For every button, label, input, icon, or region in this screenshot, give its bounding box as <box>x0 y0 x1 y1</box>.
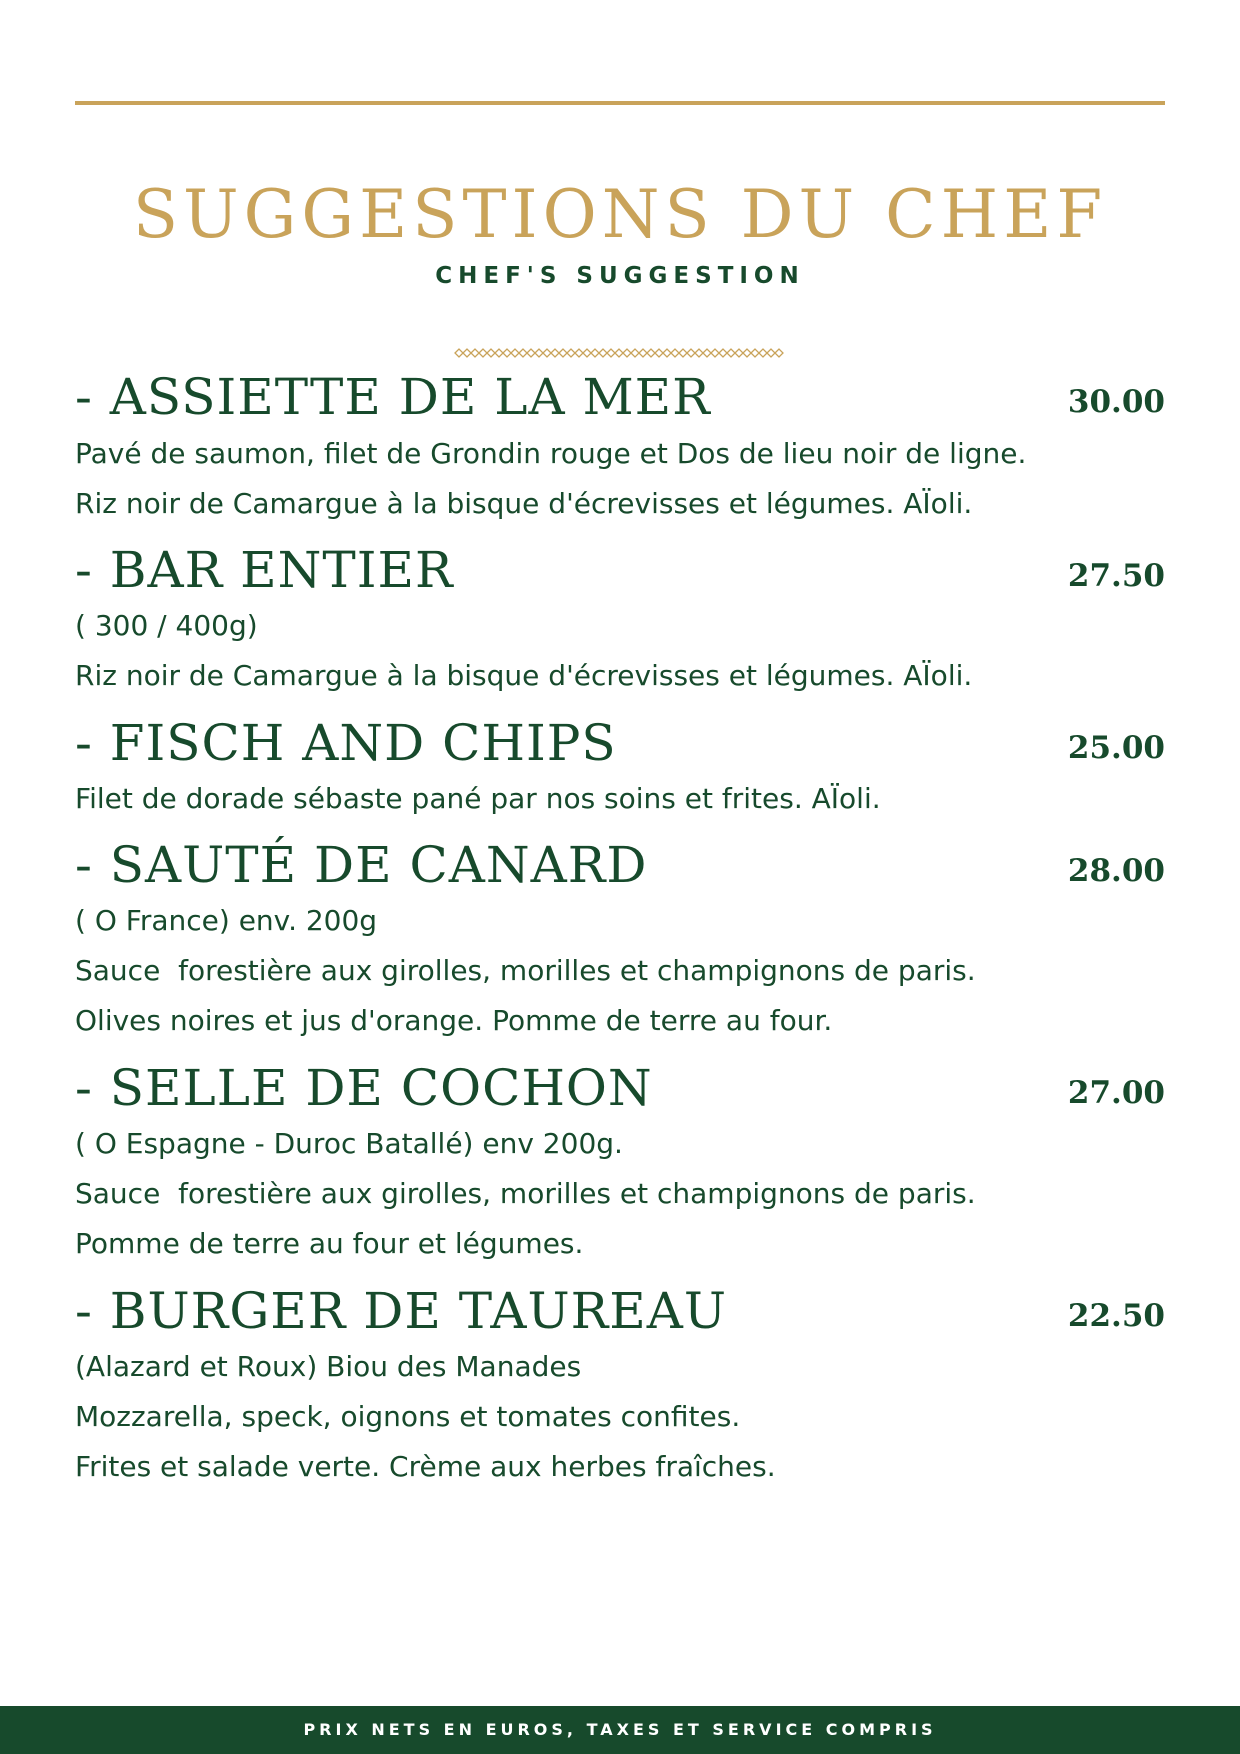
divider-diamond <box>591 349 599 357</box>
menu-item-name: - SAUTÉ DE CANARD <box>75 836 648 894</box>
divider-diamond <box>607 349 615 357</box>
menu-item-name: - FISCH AND CHIPS <box>75 714 617 772</box>
menu-item-price: 27.00 <box>1067 1075 1165 1111</box>
menu-item-description: (Alazard et Roux) Biou des Manades <box>75 1350 582 1383</box>
divider-diamond <box>719 349 727 357</box>
divider-diamond <box>735 349 743 357</box>
menu-item-description: Frites et salade verte. Crème aux herbes fraîches. <box>75 1450 776 1483</box>
menu-item-name: - SELLE DE COCHON <box>75 1059 653 1117</box>
menu-item-name: - BURGER DE TAUREAU <box>75 1282 728 1340</box>
divider-diamond <box>679 349 687 357</box>
divider-diamond <box>575 349 583 357</box>
divider-diamond <box>663 349 671 357</box>
menu-item-description: Olives noires et jus d'orange. Pomme de terre au four. <box>75 1004 833 1037</box>
menu-item-description: Pomme de terre au four et légumes. <box>75 1227 584 1260</box>
divider-diamond <box>495 349 503 357</box>
footer-note: PRIX NETS EN EUROS, TAXES ET SERVICE COMPRIS <box>303 1720 937 1739</box>
menu-item-description: Sauce forestière aux girolles, morilles et champignons de paris. <box>75 1177 976 1210</box>
menu-item-description: Pavé de saumon, filet de Grondin rouge et Dos de lieu noir de ligne. <box>75 437 1027 470</box>
divider-diamond <box>599 349 607 357</box>
ornamental-divider <box>453 346 787 360</box>
divider-diamond <box>535 349 543 357</box>
divider-diamond <box>503 349 511 357</box>
divider-diamond <box>743 349 751 357</box>
divider-diamond <box>623 349 631 357</box>
menu-item-description: ( 300 / 400g) <box>75 609 258 642</box>
menu-item-description: Riz noir de Camargue à la bisque d'écrevisses et légumes. AÏoli. <box>75 487 973 520</box>
menu-item-description: Sauce forestière aux girolles, morilles et champignons de paris. <box>75 954 976 987</box>
menu-item-description: ( O Espagne - Duroc Batallé) env 200g. <box>75 1127 623 1160</box>
divider-diamond <box>639 349 647 357</box>
divider-diamond <box>455 349 463 357</box>
menu-item-name: - ASSIETTE DE LA MER <box>75 368 711 426</box>
divider-diamond <box>527 349 535 357</box>
divider-diamond <box>727 349 735 357</box>
menu-item-description: Mozzarella, speck, oignons et tomates confites. <box>75 1400 741 1433</box>
menu-item-price: 25.00 <box>1067 730 1165 766</box>
divider-diamond <box>631 349 639 357</box>
divider-diamond <box>751 349 759 357</box>
menu-item-price: 30.00 <box>1067 384 1165 420</box>
divider-diamond <box>519 349 527 357</box>
divider-diamond <box>583 349 591 357</box>
divider-diamond <box>567 349 575 357</box>
page-title: SUGGESTIONS DU CHEF <box>132 176 1108 253</box>
divider-diamond <box>703 349 711 357</box>
divider-diamond <box>655 349 663 357</box>
menu-item-price: 28.00 <box>1067 853 1165 889</box>
divider-diamond <box>471 349 479 357</box>
divider-diamond <box>615 349 623 357</box>
divider-diamond <box>487 349 495 357</box>
divider-diamond <box>711 349 719 357</box>
menu-item-price: 22.50 <box>1067 1298 1165 1334</box>
divider-diamond <box>767 349 775 357</box>
divider-diamond <box>463 349 471 357</box>
top-gold-rule <box>75 101 1165 105</box>
divider-diamond <box>759 349 767 357</box>
divider-diamond <box>551 349 559 357</box>
menu-item-description: ( O France) env. 200g <box>75 904 378 937</box>
divider-diamond <box>543 349 551 357</box>
footer-bar <box>0 1706 1240 1754</box>
menu-item-description: Filet de dorade sébaste pané par nos soins et frites. AÏoli. <box>75 782 881 815</box>
menu-item-name: - BAR ENTIER <box>75 541 454 599</box>
divider-diamond <box>647 349 655 357</box>
divider-diamond <box>695 349 703 357</box>
menu-item-price: 27.50 <box>1067 558 1165 594</box>
divider-diamond <box>671 349 679 357</box>
divider-diamond <box>687 349 695 357</box>
menu-item-description: Riz noir de Camargue à la bisque d'écrevisses et légumes. AÏoli. <box>75 659 973 692</box>
page-subtitle: CHEF'S SUGGESTION <box>435 263 805 289</box>
divider-diamond <box>511 349 519 357</box>
divider-diamond <box>775 349 783 357</box>
divider-diamond <box>559 349 567 357</box>
divider-diamond <box>479 349 487 357</box>
